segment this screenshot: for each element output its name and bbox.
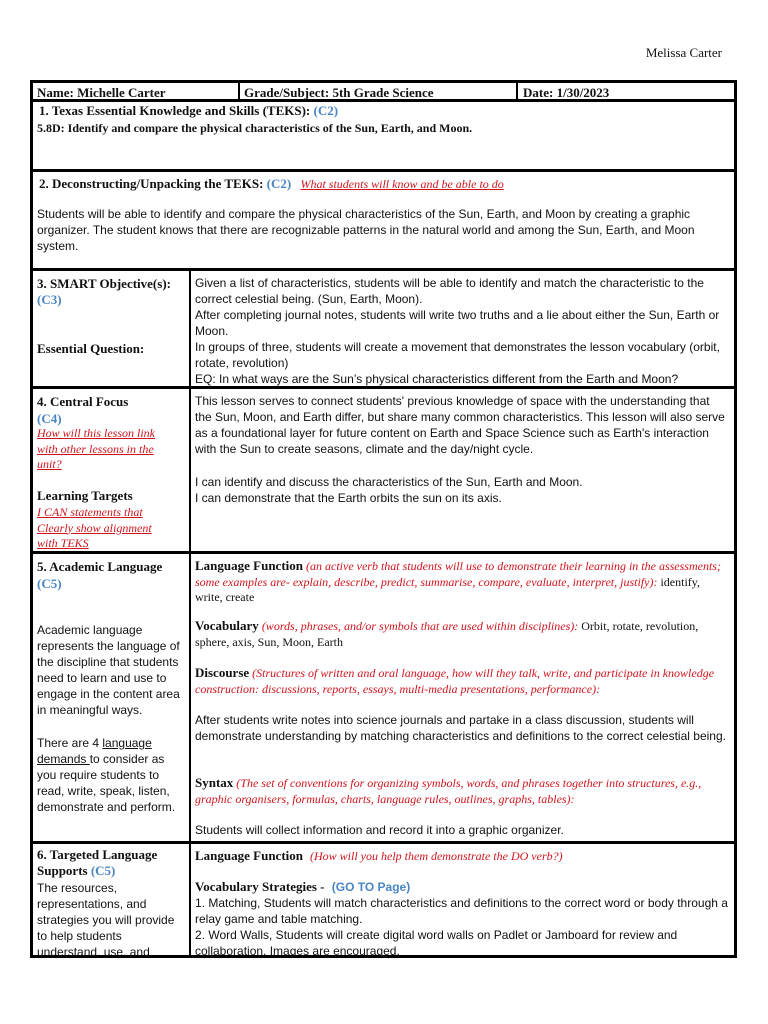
academic-language-label: 5. Academic Language: [37, 559, 163, 574]
section-deconstruct: [33, 172, 734, 271]
learning-targets-label: Learning Targets: [37, 488, 133, 503]
vocabulary: Vocabulary (words, phrases, and/or symbols that are used within disciplines): Orbit, rotate, revolution, sphere, axis, Sun, Moon, Earth: [195, 618, 699, 649]
section-smart: [33, 271, 734, 389]
section-teks: [33, 102, 734, 172]
objective-3: In groups of three, students will create a movement that demonstrates the lesson vocabulary (orbit, rotate, revolution): [195, 340, 720, 370]
academic-language-desc: Academic language represents the language of the discipline that students need to learn and use to engage in the content area in meaningful ways.: [37, 623, 180, 717]
syntax: Syntax (The set of conventions for organizing symbols, words, and phrases together into structures, e.g., graphic organisers, formulas, charts, language rules, outlines, graphs, tables):: [195, 775, 702, 806]
discourse: Discourse (Structures of written and oral language, how will they talk, write, and participate in knowledge construction: discussions, reports, essays, multi-media presentations, performance):: [195, 665, 715, 696]
vocabulary-strategy-items: [195, 895, 728, 959]
syntax-text: Students will collect information and record it into a graphic organizer.: [195, 823, 564, 837]
strategy-2: 2. Word Walls, Students will create digital word walls on Padlet or Jamboard for review and collaboration. Images are encouraged.: [195, 928, 678, 958]
go-to-page-link[interactable]: (GO TO Page): [331, 880, 411, 894]
section-1-title: 1. Texas Essential Knowledge and Skills (TEKS): (C2): [39, 103, 339, 118]
learning-targets: [195, 474, 728, 506]
language-function: Language Function (an active verb that students will use to demonstrate their learning in the assessments; some examples are- explain, describe, predict, summarise, compare, evaluate, interpret, justify): identify, write, create: [195, 558, 721, 604]
discourse-text: After students write notes into science journals and partake in a class discussion, students will demonstrate understanding by matching characteristics and definitions to the correct celestial being.: [195, 713, 726, 743]
date-value: 1/30/2023: [556, 85, 610, 100]
name-cell: [37, 85, 166, 101]
central-focus-text: This lesson serves to connect students' previous knowledge of space with the understanding that the Sun, Moon, and Earth differ, but share many common characteristics. This lesson will also serve as a foundational layer for future content on Earth and Space Science such as Earth's interaction with the Sun to create seasons, climate and the day/night cycle.: [195, 394, 725, 456]
section-1-code: (C2): [313, 103, 339, 118]
section-3-title: 3. SMART Objective(s): (C3): [37, 276, 171, 307]
deconstruct-text: Students will be able to identify and compare the physical characteristics of the Sun, Earth, and Moon by creating a graphic organizer. The student knows that there are recognizable patterns in the natural world and among the Sun, Earth, and Moon system.: [37, 207, 695, 253]
central-focus-hint: How will this lesson link with other lessons in the unit?: [37, 426, 156, 471]
section-2-code: (C2): [266, 176, 292, 191]
grade-label: Grade/Subject:: [244, 85, 330, 100]
section-6-code: (C5): [90, 862, 116, 878]
name-value: Michelle Carter: [77, 85, 166, 100]
author-name: Melissa Carter: [645, 45, 722, 60]
smart-objectives: [195, 275, 728, 387]
date-label: Date:: [523, 85, 554, 100]
section-2-hint: What students will know and be able to do: [300, 177, 504, 191]
strategy-1: 1. Matching, Students will match characteristics and definitions to the correct word or body through a relay game and table matching.: [195, 896, 728, 926]
section-5-code: (C5): [37, 576, 62, 591]
section-3-code: (C3): [37, 291, 62, 307]
date-cell: [523, 85, 609, 101]
section-academic-language: [33, 554, 734, 844]
objective-2: After completing journal notes, students will write two truths and a lie about either the Sun, Earth or Moon.: [195, 308, 720, 338]
section-4-code: (C4): [37, 411, 62, 426]
language-supports-desc: The resources, representations, and strategies you will provide to help students understand, use, and: [37, 881, 175, 959]
learning-targets-hint: I CAN statements that Clearly show alignment with TEKS: [37, 505, 152, 550]
name-label: Name:: [37, 85, 74, 100]
section-language-supports: [33, 844, 734, 959]
language-demands: There are 4 language demands to consider as you require students to read, write, speak, listen, demonstrate and perform.: [37, 736, 176, 814]
objective-1: Given a list of characteristics, students will be able to identify and match the characteristic to the correct celestial being. (Sun, Earth, Moon).: [195, 276, 704, 306]
target-1: I can identify and discuss the characteristics of the Sun, Earth and Moon.: [195, 475, 583, 489]
language-supports-label: 6. Targeted Language Supports (C5): [37, 847, 158, 878]
essential-question: EQ: In what ways are the Sun’s physical characteristics different from the Earth and Moon?: [195, 372, 679, 386]
grade-value: 5th Grade Science: [332, 85, 434, 100]
central-focus-label: 4. Central Focus: [37, 394, 129, 409]
vocabulary-strategies: Vocabulary Strategies - (GO TO Page): [195, 879, 411, 894]
lesson-plan-table: [30, 80, 737, 958]
header-row: [33, 83, 734, 102]
essential-question-label: Essential Question:: [37, 341, 145, 356]
target-2: I can demonstrate that the Earth orbits the sun on its axis.: [195, 491, 502, 505]
section-central-focus: [33, 389, 734, 554]
teks-standard: 5.8D: Identify and compare the physical characteristics of the Sun, Earth, and Moon.: [37, 121, 473, 135]
supports-language-function: Language Function (How will you help them demonstrate the DO verb?): [195, 848, 563, 863]
section-2-title: 2. Deconstructing/Unpacking the TEKS: (C2) What students will know and be able to do: [39, 176, 504, 191]
grade-cell: [244, 85, 434, 101]
